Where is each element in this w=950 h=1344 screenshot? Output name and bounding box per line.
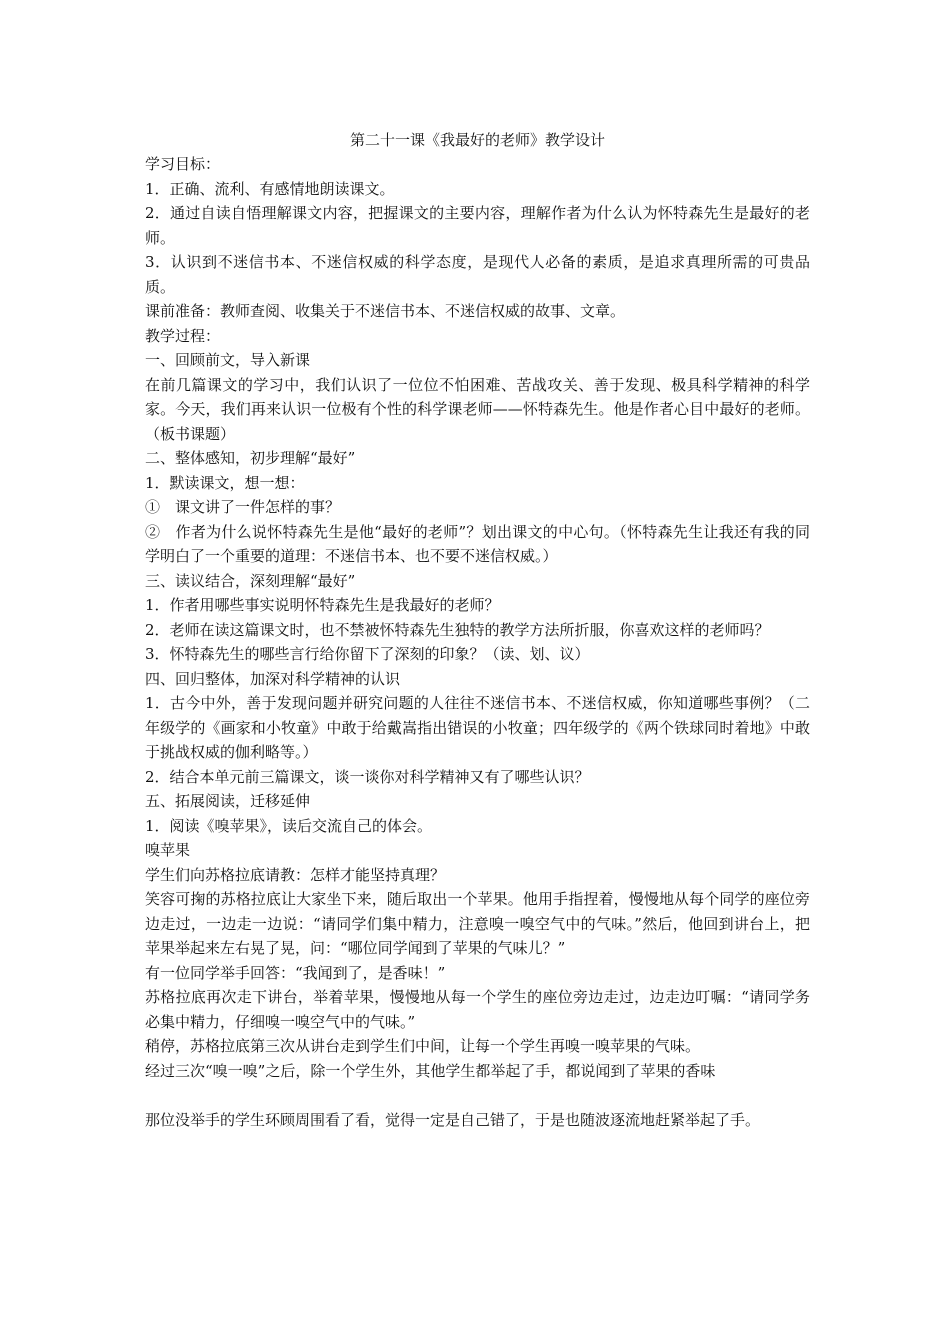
text-paragraph: ① 课文讲了一件怎样的事？: [145, 498, 341, 516]
text-paragraph: 3．认识到不迷信书本、不迷信权威的科学态度，是现代人必备的素质，是追求真理所需的可贵品质。: [145, 253, 810, 296]
text-paragraph: 有一位同学举手回答：“我闻到了，是香味！”: [145, 963, 446, 982]
text-paragraph: 课前准备：教师查阅、收集关于不迷信书本、不迷信权威的故事、文章。: [145, 302, 626, 320]
text-paragraph: 2．通过自读自悟理解课文内容，把握课文的主要内容，理解作者为什么认为怀特森先生是最好的老师。: [145, 204, 810, 247]
document-title: 第二十一课《我最好的老师》教学设计: [349, 131, 605, 149]
text-paragraph: 学习目标：: [145, 155, 221, 173]
document-body: [145, 152, 810, 1132]
text-paragraph: 一、回顾前文，导入新课: [145, 351, 311, 369]
text-paragraph: 2．结合本单元前三篇课文，谈一谈你对科学精神又有了哪些认识？: [145, 767, 590, 786]
text-paragraph: 教学过程：: [145, 326, 221, 345]
text-paragraph: 苏格拉底再次走下讲台，举着苹果，慢慢地从每一个学生的座位旁边走过，边走边叮嘱：“请同学务必集中精力，仔细嗅一嗅空气中的气味。”: [145, 988, 810, 1031]
text-paragraph: 在前几篇课文的学习中，我们认识了一位位不怕困难、苦战攻关、善于发现、极具科学精神的科学家。今天，我们再来认识一位极有个性的科学课老师——怀特森先生。他是作者心目中最好的老师。（板书课题）: [145, 375, 810, 443]
text-paragraph: 经过三次“嗅一嗅”之后，除一个学生外，其他学生都举起了手，都说闻到了苹果的香味: [145, 1061, 716, 1080]
text-paragraph: 二、整体感知，初步理解“最好”: [145, 449, 356, 467]
text-paragraph: 1．阅读《嗅苹果》，读后交流自己的体会。: [145, 816, 433, 835]
text-paragraph: 1．古今中外，善于发现问题并研究问题的人往往不迷信书本、不迷信权威，你知道哪些事例？（二年级学的《画家和小牧童》中敢于给戴嵩指出错误的小牧童；四年级学的《两个铁球同时着地》中敢于挑战权威的伽利略等。）: [145, 694, 810, 761]
text-paragraph: 1．作者用哪些事实说明怀特森先生是我最好的老师？: [145, 596, 500, 614]
blank-line: [145, 1083, 810, 1108]
text-paragraph: 三、读议结合，深刻理解“最好”: [145, 571, 356, 590]
text-paragraph: ② 作者为什么说怀特森先生是他“最好的老师”？划出课文的中心句。（怀特森先生让我还有我的同学明白了一个重要的道理：不迷信书本、也不要不迷信权威。）: [145, 522, 810, 565]
text-paragraph: 1．默读课文，想一想：: [145, 473, 305, 492]
text-paragraph: 稍停，苏格拉底第三次从讲台走到学生们中间，让每一个学生再嗅一嗅苹果的气味。: [145, 1037, 701, 1055]
text-paragraph: 学生们向苏格拉底请教：怎样才能坚持真理？: [145, 865, 446, 884]
text-paragraph: 1．正确、流利、有感情地朗读课文。: [145, 179, 395, 198]
text-paragraph: 笑容可掬的苏格拉底让大家坐下来，随后取出一个苹果。他用手指捏着，慢慢地从每个同学的座位旁边走过，一边走一边说：“请同学们集中精力，注意嗅一嗅空气中的气味。”然后，他回到讲台上，把苹果举起来左右晃了晃，问：“哪位同学闻到了苹果的气味儿？”: [145, 890, 810, 957]
text-paragraph: 嗅苹果: [145, 841, 191, 859]
text-paragraph: 五、拓展阅读，迁移延伸: [145, 792, 311, 810]
text-paragraph: 那位没举手的学生环顾周围看了看，觉得一定是自己错了，于是也随波逐流地赶紧举起了手。: [145, 1110, 761, 1129]
text-paragraph: 四、回归整体，加深对科学精神的认识: [145, 669, 401, 688]
text-paragraph: 3．怀特森先生的哪些言行给你留下了深刻的印象？（读、划、议）: [145, 645, 590, 663]
document-page: [145, 128, 810, 1132]
text-paragraph: 2．老师在读这篇课文时，也不禁被怀特森先生独特的教学方法所折服，你喜欢这样的老师吗？: [145, 620, 770, 639]
